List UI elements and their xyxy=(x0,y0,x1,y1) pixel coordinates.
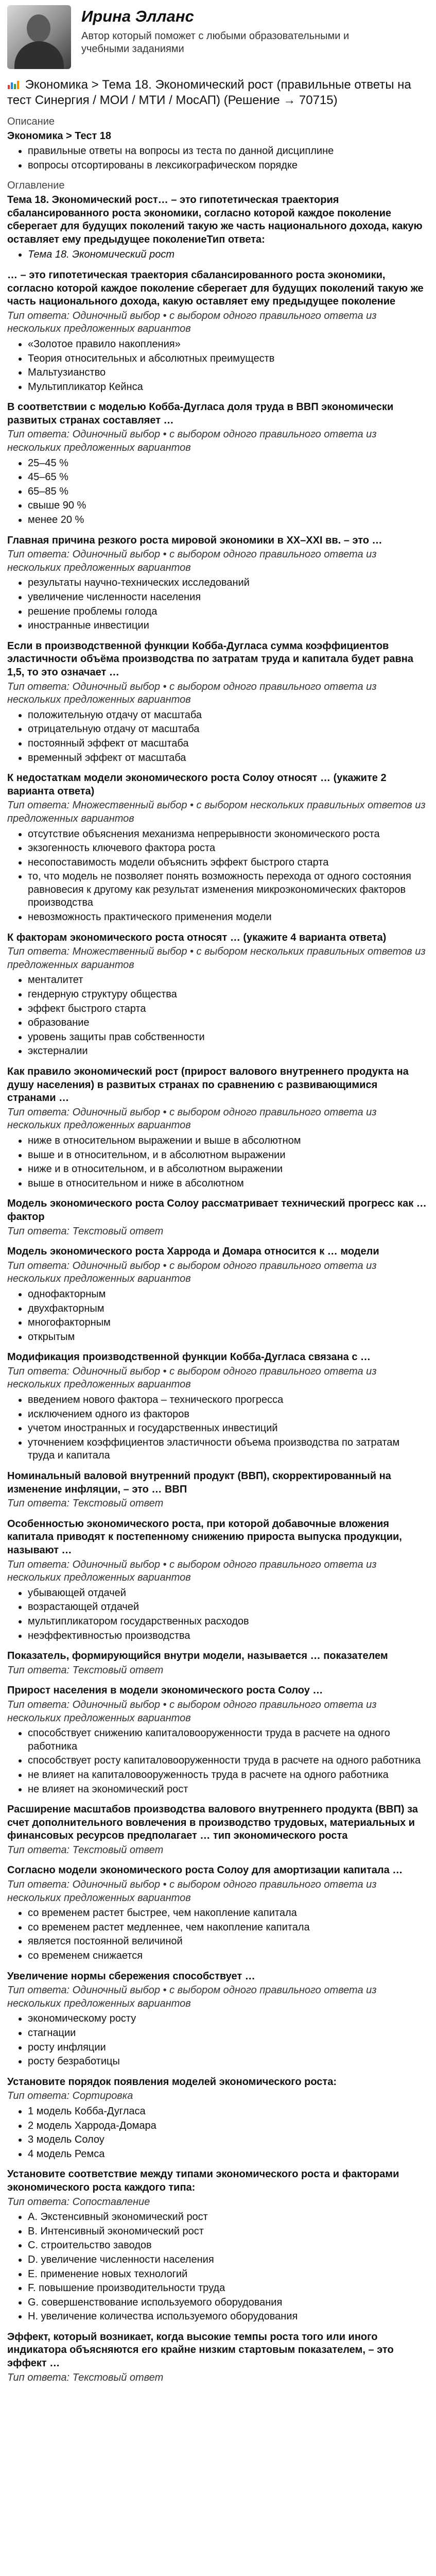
answer-option: • «Золотое правило накопления» xyxy=(28,338,429,351)
answer-option: • свыше 90 % xyxy=(28,499,429,513)
answer-option: • открытым xyxy=(28,1331,429,1344)
answer-type: Тип ответа: Одиночный выбор • с выбором одного правильного ответа из нескольких предложенных вариантов xyxy=(7,681,377,706)
answer-type: Тип ответа: Текстовый ответ xyxy=(7,2371,164,2383)
answer-option: • менталитет xyxy=(28,974,429,987)
answer-options xyxy=(7,2105,429,2161)
question-block xyxy=(7,401,429,527)
answer-option: • 4 модель Ремса xyxy=(28,2148,429,2161)
answer-options xyxy=(7,1394,429,1463)
question-title: Прирост населения в модели экономического роста Солоу … xyxy=(7,1685,323,1697)
answer-option: • решение проблемы голода xyxy=(28,605,429,619)
answer-option: • несопоставимость модели объяснить эффект быстрого старта xyxy=(28,856,429,870)
answer-type: Тип ответа: Одиночный выбор • с выбором одного правильного ответа из нескольких предложенных вариантов xyxy=(7,1106,377,1131)
avatar-body-shape xyxy=(14,41,64,69)
answer-options xyxy=(7,1134,429,1190)
answer-option: • учетом иностранных и государственных инвестиций xyxy=(28,1422,429,1435)
answer-option: • введением нового фактора – технического прогресса xyxy=(28,1394,429,1407)
description-list xyxy=(7,145,429,172)
answer-option: • убывающей отдачей xyxy=(28,1587,429,1600)
answer-option: • является постоянной величиной xyxy=(28,1935,429,1948)
question-title: Согласно модели экономического роста Солоу для амортизации капитала … xyxy=(7,1865,403,1876)
answer-options xyxy=(7,1587,429,1642)
question-title: Модификация производственной функции Кобба-Дугласа связана с … xyxy=(7,1351,371,1363)
answer-option: • возрастающей отдачей xyxy=(28,1601,429,1614)
question-block xyxy=(7,640,429,765)
answer-option: • E. применение новых технологий xyxy=(28,2268,429,2281)
answer-option: • C. строительство заводов xyxy=(28,2239,429,2252)
question-block xyxy=(7,2331,429,2384)
breadcrumb xyxy=(7,77,429,108)
answer-option: • экономическому росту xyxy=(28,2012,429,2026)
answer-option: • гендерную структуру общества xyxy=(28,988,429,1002)
answer-option: • отрицательную отдачу от масштаба xyxy=(28,723,429,736)
author-description: Автор который поможет с любыми образовательными и учебными заданиями xyxy=(81,30,350,55)
answer-option: • не влияет на капиталовооруженность труда в расчете на одного работника xyxy=(28,1769,429,1782)
answer-option: • Мультипликатор Кейнса xyxy=(28,381,429,394)
answer-option: • постоянный эффект от масштаба xyxy=(28,737,429,751)
answer-option: • G. совершенствование используемого оборудования xyxy=(28,2296,429,2310)
answer-option: • 25–45 % xyxy=(28,457,429,470)
question-title: К факторам экономического роста относят … (укажите 4 варианта ответа) xyxy=(7,931,387,943)
answer-option: • B. Интенсивный экономический рост xyxy=(28,2225,429,2239)
answer-options xyxy=(7,709,429,765)
list-item: • правильные ответы на вопросы из теста по данной дисциплине xyxy=(28,145,429,158)
author-name[interactable]: Ирина Элланс xyxy=(81,7,194,25)
question-block xyxy=(7,931,429,1058)
question-block xyxy=(7,1245,429,1344)
toc-item[interactable]: • Тема 18. Экономический рост xyxy=(28,248,429,262)
answer-type: Тип ответа: Сортировка xyxy=(7,2090,133,2102)
answer-type: Тип ответа: Одиночный выбор • с выбором одного правильного ответа из нескольких предложенных вариантов xyxy=(7,1365,377,1391)
answer-option: • H. увеличение количества используемого оборудования xyxy=(28,2310,429,2324)
answer-option: • многофакторным xyxy=(28,1316,429,1330)
answer-option: • со временем растет медленнее, чем накопление капитала xyxy=(28,1921,429,1935)
answer-type: Тип ответа: Сопоставление xyxy=(7,2196,150,2208)
answer-type: Тип ответа: Множественный выбор • с выбором нескольких правильных ответов из предложенных вариантов xyxy=(7,946,426,971)
question-block xyxy=(7,2076,429,2161)
question-block xyxy=(7,1470,429,1511)
question-block xyxy=(7,1065,429,1190)
answer-option: • менее 20 % xyxy=(28,514,429,527)
question-title: Показатель, формирующийся внутри модели, называется … показателем xyxy=(7,1650,388,1662)
answer-option: • Теория относительных и абсолютных преимуществ xyxy=(28,352,429,366)
answer-options xyxy=(7,457,429,527)
answer-option: • увеличение численности населения xyxy=(28,591,429,604)
description-label: Описание xyxy=(7,116,55,127)
answer-option: • A. Экстенсивный экономический рост xyxy=(28,2211,429,2224)
question-block xyxy=(7,2168,429,2324)
chart-icon xyxy=(7,79,20,90)
answer-type: Тип ответа: Одиночный выбор • с выбором одного правильного ответа из нескольких предложенных вариантов xyxy=(7,310,377,335)
answer-type: Тип ответа: Одиночный выбор • с выбором одного правильного ответа из нескольких предложенных вариантов xyxy=(7,429,377,454)
question-title: Особенностью экономического роста, при которой добавочные вложения капитала приводят к постепенному снижению прироста выпуска продукции, называют … xyxy=(7,1518,402,1556)
question-block xyxy=(7,1351,429,1463)
answer-type: Тип ответа: Одиночный выбор • с выбором одного правильного ответа из нескольких предложенных вариантов xyxy=(7,1699,377,1724)
answer-option: • 1 модель Кобба-Дугласа xyxy=(28,2105,429,2119)
answer-option: • ниже и в относительном, и в абсолютном выражении xyxy=(28,1163,429,1176)
answer-option: • однофакторным xyxy=(28,1288,429,1301)
answer-option: • способствует росту капиталовооруженности труда в расчете на одного работника xyxy=(28,1754,429,1768)
question-title: К недостаткам модели экономического роста Солоу относят … (укажите 2 варианта ответа) xyxy=(7,772,387,797)
answer-option: • 3 модель Солоу xyxy=(28,2133,429,2147)
answer-option: • то, что модель не позволяет понять возможность перехода от одного состояния равновесия к другому как результат изменения микроэкономических факторов производства xyxy=(28,870,429,910)
answer-type: Тип ответа: Одиночный выбор • с выбором одного правильного ответа из нескольких предложенных вариантов xyxy=(7,1985,377,2009)
question-title: В соответствии с моделью Кобба-Дугласа доля труда в ВВП экономически развитых странах составляет … xyxy=(7,401,394,426)
breadcrumb-text[interactable]: Экономика > Тема 18. Экономический рост (правильные ответы на тест Синергия / МОИ / МТИ / МосАП) (Решение → 70715) xyxy=(7,78,411,107)
answer-type: Тип ответа: Одиночный выбор • с выбором одного правильного ответа из нескольких предложенных вариантов xyxy=(7,1879,377,1904)
answer-options xyxy=(7,828,429,924)
question-block xyxy=(7,1970,429,2069)
questions-list xyxy=(7,269,429,2384)
question-title: Если в производственной функции Кобба-Дугласа сумма коэффициентов эластичности объёма производства по затратам труда и капитала будет равна 1,5, то это означает … xyxy=(7,640,413,678)
question-block xyxy=(7,1650,429,1677)
avatar-head-shape xyxy=(27,14,50,42)
question-title: Расширение масштабов производства валового внутреннего продукта (ВВП) за счет дополнительного вовлечения в производство трудовых, материальных и финансовых ресурсов предполагает … тип экономического роста xyxy=(7,1804,418,1842)
question-block xyxy=(7,1684,429,1796)
author-info xyxy=(81,5,370,56)
answer-option: • со временем растет быстрее, чем накопление капитала xyxy=(28,1907,429,1920)
avatar[interactable] xyxy=(7,5,71,69)
toc-list xyxy=(7,248,429,262)
answer-options xyxy=(7,1907,429,1962)
answer-option: • росту безработицы xyxy=(28,2055,429,2069)
question-title: … – это гипотетическая траектория сбалансированного роста экономики, согласно которой каждое поколение сберегает для будущих поколений такую же часть национального дохода, какую оставляет ему предыдущее поколение xyxy=(7,269,424,308)
list-item: • вопросы отсортированы в лексикографическом порядке xyxy=(28,159,429,173)
question-title: Как правило экономический рост (прирост валового внутреннего продукта на душу населения) в развитых странах по сравнению с развивающимися странами … xyxy=(7,1066,409,1104)
answer-option: • D. увеличение численности населения xyxy=(28,2253,429,2267)
answer-option: • исключением одного из факторов xyxy=(28,1408,429,1421)
toc-title: Тема 18. Экономический рост… – это гипотетическая траектория сбалансированного роста экономики, согласно которой каждое поколение сберегает для будущих поколений такую же часть национального дохода, какую оставляет ему предыдущее поколениеТип ответа: xyxy=(7,194,423,245)
question-block xyxy=(7,772,429,924)
author-card xyxy=(7,5,429,69)
question-title: Эффект, который возникает, когда высокие темпы роста того или иного индикатора объясняются его крайне низким стартовым показателем, – это эффект … xyxy=(7,2331,394,2369)
answer-options xyxy=(7,1727,429,1796)
answer-option: • образование xyxy=(28,1016,429,1030)
answer-type: Тип ответа: Текстовый ответ xyxy=(7,1664,164,1676)
question-block xyxy=(7,1197,429,1238)
answer-option: • иностранные инвестиции xyxy=(28,619,429,633)
answer-option: • F. повышение производительности труда xyxy=(28,2282,429,2295)
answer-option: • не влияет на экономический рост xyxy=(28,1783,429,1797)
answer-option: • неэффективностью производства xyxy=(28,1630,429,1643)
question-title: Главная причина резкого роста мировой экономики в XX–XXI вв. – это … xyxy=(7,534,382,546)
answer-option: • положительную отдачу от масштаба xyxy=(28,709,429,722)
answer-option: • ниже в относительном выражении и выше в абсолютном xyxy=(28,1134,429,1148)
answer-option: • выше в относительном и ниже в абсолютном xyxy=(28,1177,429,1191)
answer-option: • экзогенность ключевого фактора роста xyxy=(28,842,429,855)
answer-option: • 2 модель Харрода-Домара xyxy=(28,2120,429,2133)
answer-option: • временный эффект от масштаба xyxy=(28,752,429,765)
answer-option: • росту инфляции xyxy=(28,2041,429,2055)
question-title: Увеличение нормы сбережения способствует … xyxy=(7,1970,255,1982)
question-title: Установите порядок появления моделей экономического роста: xyxy=(7,2076,337,2088)
answer-options xyxy=(7,974,429,1058)
answer-option: • 45–65 % xyxy=(28,471,429,484)
answer-option: • способствует снижению капиталовооруженности труда в расчете на одного работника xyxy=(28,1727,429,1753)
answer-option: • уточнением коэффициентов эластичности объема производства по затратам труда и капитала xyxy=(28,1436,429,1463)
answer-type: Тип ответа: Множественный выбор • с выбором нескольких правильных ответов из предложенных вариантов xyxy=(7,800,426,824)
question-title: Модель экономического роста Харрода и Домара относится к … модели xyxy=(7,1246,379,1258)
answer-option: • отсутствие объяснения механизма непрерывности экономического роста xyxy=(28,828,429,841)
answer-options xyxy=(7,2211,429,2324)
answer-options xyxy=(7,338,429,394)
answer-options xyxy=(7,1288,429,1344)
question-block xyxy=(7,534,429,633)
question-block xyxy=(7,1518,429,1642)
answer-option: • эффект быстрого старта xyxy=(28,1003,429,1016)
answer-options xyxy=(7,2012,429,2068)
answer-type: Тип ответа: Одиночный выбор • с выбором одного правильного ответа из нескольких предложенных вариантов xyxy=(7,549,377,573)
answer-option: • двухфакторным xyxy=(28,1302,429,1316)
answer-type: Тип ответа: Текстовый ответ xyxy=(7,1225,164,1237)
answer-type: Тип ответа: Одиночный выбор • с выбором одного правильного ответа из нескольких предложенных вариантов xyxy=(7,1260,377,1285)
answer-option: • экстерналии xyxy=(28,1045,429,1058)
question-title: Модель экономического роста Солоу рассматривает технический прогресс как … фактор xyxy=(7,1198,427,1223)
question-title: Установите соответствие между типами экономического роста и факторами экономического роста каждого типа: xyxy=(7,2168,399,2193)
answer-option: • невозможность практического применения модели xyxy=(28,911,429,924)
answer-option: • стагнации xyxy=(28,2027,429,2040)
answer-option: • выше и в относительном, и в абсолютном выражении xyxy=(28,1149,429,1162)
description-path: Экономика > Тест 18 xyxy=(7,130,112,142)
answer-type: Тип ответа: Текстовый ответ xyxy=(7,1844,164,1856)
question-block xyxy=(7,269,429,394)
question-title: Номинальный валовой внутренний продукт (ВВП), скорректированный на изменение инфляции, – это … ВВП xyxy=(7,1470,391,1495)
answer-type: Тип ответа: Одиночный выбор • с выбором одного правильного ответа из нескольких предложенных вариантов xyxy=(7,1558,377,1584)
answer-type: Тип ответа: Текстовый ответ xyxy=(7,1498,164,1510)
toc-label: Оглавление xyxy=(7,180,65,192)
question-block xyxy=(7,1864,429,1962)
answer-option: • результаты научно-технических исследований xyxy=(28,577,429,590)
answer-option: • Мальтузианство xyxy=(28,366,429,380)
answer-option: • 65–85 % xyxy=(28,485,429,499)
answer-option: • мультипликатором государственных расходов xyxy=(28,1615,429,1629)
answer-option: • уровень защиты прав собственности xyxy=(28,1031,429,1044)
answer-options xyxy=(7,577,429,632)
question-block xyxy=(7,1803,429,1857)
answer-option: • со временем снижается xyxy=(28,1950,429,1963)
